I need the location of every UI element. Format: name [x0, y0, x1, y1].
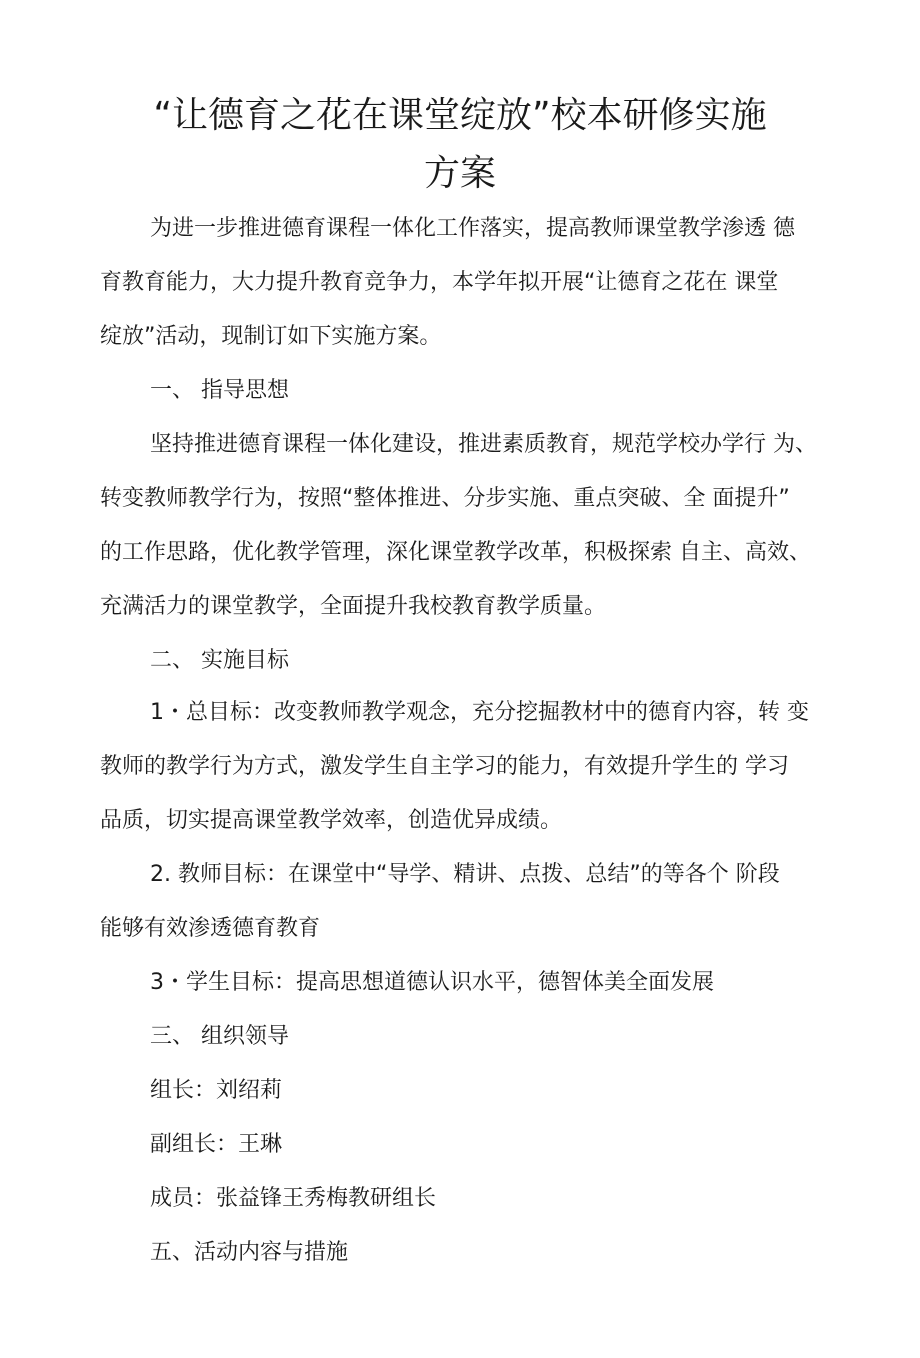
document-title-line-2: 方案	[423, 153, 496, 194]
group-members: 成员：张益锋王秀梅教研组长	[150, 1186, 437, 1211]
goal-1-line-1: 1・总目标：改变教师教学观念，充分挖掘教材中的德育内容，转 变	[150, 700, 809, 725]
document-title-line-1: “让德育之花在课堂绽放”校本研修实施	[153, 95, 767, 136]
group-leader: 组长：刘绍莉	[150, 1078, 283, 1103]
section-heading-activities: 五、活动内容与措施	[150, 1240, 349, 1265]
goal-1-line-2: 教师的教学行为方式，激发学生自主学习的能力，有效提升学生的 学习	[100, 754, 789, 779]
goal-1-line-3: 品质，切实提高课堂教学效率，创造优异成绩。	[100, 808, 563, 833]
guiding-ideology-line-2: 转变教师教学行为，按照“整体推进、分步实施、重点突破、全 面提升”	[100, 486, 790, 511]
goal-2-line-2: 能够有效渗透德育教育	[100, 916, 321, 941]
goal-2-line-1: 2. 教师目标：在课堂中“导学、精讲、点拨、总结”的等各个 阶段	[150, 862, 780, 887]
intro-line-2: 育教育能力，大力提升教育竞争力，本学年拟开展“让德育之花在 课堂	[100, 270, 779, 295]
intro-line-3: 绽放”活动，现制订如下实施方案。	[100, 324, 442, 349]
intro-line-1: 为进一步推进德育课程一体化工作落实，提高教师课堂教学渗透 德	[150, 216, 795, 241]
deputy-group-leader: 副组长：王琳	[150, 1132, 283, 1157]
guiding-ideology-line-4: 充满活力的课堂教学，全面提升我校教育教学质量。	[100, 594, 607, 619]
section-heading-implementation-goals: 二、 实施目标	[150, 648, 289, 673]
section-heading-organization: 三、 组织领导	[150, 1024, 289, 1049]
guiding-ideology-line-1: 坚持推进德育课程一体化建设，推进素质教育，规范学校办学行 为、	[150, 432, 817, 457]
guiding-ideology-line-3: 的工作思路，优化教学管理，深化课堂教学改革，积极探索 自主、高效、	[100, 540, 811, 565]
goal-3: 3・学生目标：提高思想道德认识水平，德智体美全面发展	[150, 970, 714, 995]
section-heading-guiding-ideology: 一、 指导思想	[150, 378, 289, 403]
